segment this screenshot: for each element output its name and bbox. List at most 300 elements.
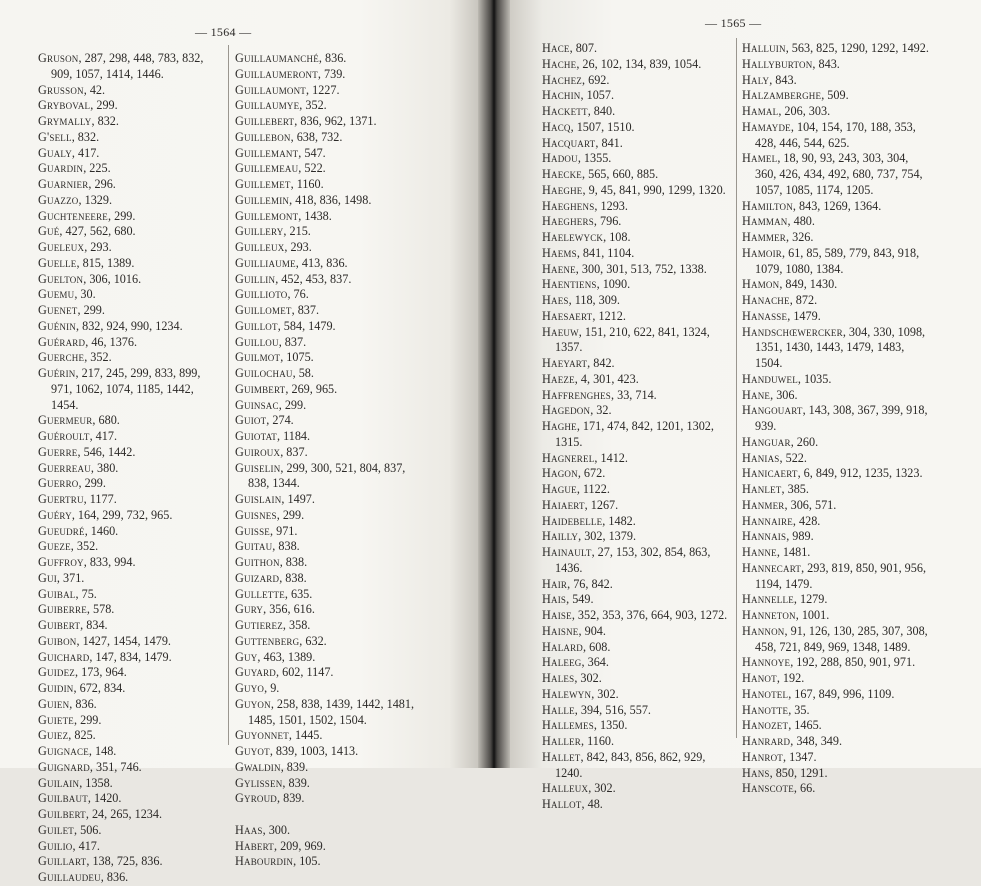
entry-name: Guarnier bbox=[38, 177, 89, 191]
index-entry bbox=[235, 524, 420, 540]
entry-separator: , bbox=[295, 255, 302, 270]
index-entry bbox=[742, 435, 932, 451]
entry-page-refs: 463, 1389. bbox=[263, 649, 316, 664]
entry-page-refs: 299. bbox=[80, 712, 102, 727]
book-gutter bbox=[478, 0, 510, 768]
entry-separator: , bbox=[278, 397, 285, 412]
entry-separator: , bbox=[575, 261, 582, 276]
index-entry bbox=[235, 272, 420, 288]
entry-name: Hanicaert bbox=[742, 466, 798, 481]
entry-separator: , bbox=[576, 482, 583, 496]
entry-page-refs: 417. bbox=[78, 838, 100, 853]
entry-name: Haas bbox=[235, 822, 263, 837]
entry-separator: , bbox=[581, 734, 588, 748]
entry-name: Guinsac bbox=[235, 397, 279, 412]
entry-page-refs: 75. bbox=[81, 586, 97, 601]
index-entry bbox=[542, 577, 728, 593]
entry-page-refs: 1412. bbox=[600, 450, 628, 465]
entry-name: Hammer bbox=[742, 230, 787, 244]
entry-name: Hanmer bbox=[742, 497, 785, 512]
index-entry bbox=[542, 167, 728, 183]
entry-page-refs: 1279. bbox=[799, 592, 828, 607]
entry-separator: , bbox=[277, 318, 284, 333]
index-entry bbox=[38, 602, 218, 618]
index-entry bbox=[742, 120, 932, 152]
entry-separator: , bbox=[788, 686, 795, 701]
entry-page-refs: 9, 45, 841, 990, 1299, 1320. bbox=[588, 182, 726, 197]
index-entry bbox=[742, 104, 932, 120]
index-entry bbox=[742, 529, 932, 545]
entry-page-refs: 692. bbox=[588, 72, 610, 87]
entry-name: Guibert bbox=[38, 618, 81, 632]
entry-page-refs: 1438. bbox=[304, 208, 332, 223]
entry-page-refs: 1160. bbox=[296, 177, 324, 191]
entry-name: Guemu bbox=[38, 287, 75, 302]
entry-separator: , bbox=[77, 444, 84, 459]
entry-page-refs: 672. bbox=[583, 466, 606, 481]
index-entry bbox=[235, 319, 420, 335]
entry-page-refs: 546, 1442. bbox=[83, 444, 136, 459]
entry-name: Hair bbox=[542, 576, 568, 591]
entry-separator: , bbox=[783, 749, 790, 764]
entry-page-refs: 147, 834, 1479. bbox=[95, 649, 172, 664]
entry-separator: , bbox=[779, 450, 786, 465]
entry-page-refs: 299. bbox=[84, 476, 106, 491]
entry-name: Hachez bbox=[542, 72, 582, 87]
index-entry bbox=[235, 398, 420, 414]
entry-separator: , bbox=[74, 287, 81, 302]
entry-name: Guffroy bbox=[38, 555, 84, 569]
entry-separator: , bbox=[574, 671, 581, 685]
entry-separator: , bbox=[84, 350, 91, 365]
entry-page-refs: 838. bbox=[278, 539, 300, 554]
index-entry bbox=[542, 183, 728, 199]
index-entry bbox=[542, 482, 728, 498]
entry-name: Halle bbox=[542, 702, 575, 717]
entry-name: Gué bbox=[38, 224, 60, 239]
index-column-right-1 bbox=[542, 41, 728, 813]
entry-name: Guiberre bbox=[38, 602, 87, 617]
entry-separator: , bbox=[569, 41, 576, 55]
entry-separator: , bbox=[284, 586, 291, 601]
entry-name: Hannon bbox=[742, 623, 785, 638]
entry-separator: , bbox=[790, 734, 797, 748]
entry-separator: , bbox=[788, 702, 795, 717]
index-entry bbox=[542, 277, 728, 293]
entry-name: Guidez bbox=[38, 665, 75, 680]
entry-name: Hanasse bbox=[742, 308, 788, 323]
entry-name: Guy bbox=[235, 649, 258, 664]
index-entry bbox=[235, 382, 420, 398]
entry-separator: , bbox=[283, 224, 290, 239]
index-entry bbox=[235, 539, 420, 555]
index-entry bbox=[542, 57, 728, 73]
entry-name: Guisnes bbox=[235, 507, 277, 522]
entry-page-refs: 1090. bbox=[602, 277, 631, 292]
entry-name: Gryboval bbox=[38, 98, 91, 113]
index-entry bbox=[542, 356, 728, 372]
entry-separator: , bbox=[89, 649, 96, 664]
entry-name: Hanache bbox=[742, 293, 790, 307]
entry-page-refs: 1482. bbox=[608, 513, 636, 528]
entry-separator: , bbox=[278, 334, 285, 349]
entry-name: Handschœwercker bbox=[742, 324, 843, 339]
index-entry bbox=[742, 372, 932, 388]
index-entry bbox=[38, 870, 218, 886]
entry-name: Guidin bbox=[38, 681, 74, 695]
entry-name: Haeghers bbox=[542, 214, 594, 229]
entry-name: Guéry bbox=[38, 507, 72, 522]
entry-name: Hallet bbox=[542, 749, 581, 764]
entry-page-refs: 385. bbox=[787, 482, 809, 496]
entry-page-refs: 306. bbox=[776, 387, 798, 402]
entry-separator: , bbox=[582, 167, 589, 181]
entry-separator: , bbox=[280, 460, 287, 475]
entry-name: Guillot bbox=[235, 318, 278, 333]
entry-name: Guisse bbox=[235, 523, 271, 538]
entry-name: Haems bbox=[542, 245, 577, 260]
entry-separator: , bbox=[591, 686, 598, 701]
entry-separator: , bbox=[588, 781, 595, 796]
index-entry bbox=[742, 88, 932, 104]
entry-separator: , bbox=[594, 198, 601, 213]
entry-separator: , bbox=[279, 555, 286, 569]
entry-separator: , bbox=[578, 623, 585, 638]
index-entry bbox=[542, 655, 728, 671]
entry-separator: , bbox=[77, 303, 84, 317]
index-entry bbox=[742, 498, 932, 514]
entry-name: Guillin bbox=[235, 271, 276, 286]
entry-separator: , bbox=[792, 198, 799, 213]
entry-name: Guizard bbox=[235, 570, 280, 585]
index-entry bbox=[542, 514, 728, 530]
entry-name: Guillomet bbox=[235, 303, 292, 317]
index-entry bbox=[38, 791, 218, 807]
entry-name: Haffrenghes bbox=[542, 387, 612, 402]
entry-name: Guithon bbox=[235, 555, 280, 569]
index-entry bbox=[235, 366, 420, 382]
entry-separator: , bbox=[84, 240, 91, 254]
index-entry bbox=[38, 146, 218, 162]
entry-separator: , bbox=[793, 781, 800, 796]
entry-page-refs: 61, 85, 589, 779, 843, 918, 1079, 1080, 1384. bbox=[755, 245, 920, 276]
index-entry bbox=[235, 161, 420, 177]
index-entry bbox=[235, 240, 420, 256]
index-entry bbox=[542, 592, 728, 608]
index-entry bbox=[38, 272, 218, 288]
entry-name: Haeghe bbox=[542, 182, 583, 197]
entry-page-refs: 839. bbox=[283, 791, 305, 806]
entry-page-refs: 509. bbox=[827, 88, 849, 103]
entry-name: Guislain bbox=[235, 492, 282, 506]
entry-name: Hamon bbox=[742, 277, 780, 292]
entry-page-refs: 1355. bbox=[583, 151, 612, 166]
index-entry bbox=[542, 151, 728, 167]
entry-separator: , bbox=[578, 324, 585, 339]
entry-page-refs: 300, 301, 513, 752, 1338. bbox=[581, 261, 707, 276]
index-entry bbox=[235, 508, 420, 524]
entry-page-refs: 632. bbox=[305, 633, 327, 648]
entry-page-refs: 91, 126, 130, 285, 307, 308, 458, 721, 849, 969, 1348, 1489. bbox=[755, 623, 928, 654]
index-entry bbox=[38, 303, 218, 319]
entry-page-refs: 838. bbox=[285, 555, 308, 569]
entry-name: Halleux bbox=[542, 781, 589, 796]
entry-separator: , bbox=[790, 434, 797, 449]
entry-page-refs: 838. bbox=[285, 570, 307, 585]
entry-separator: , bbox=[769, 72, 776, 87]
entry-separator: , bbox=[318, 51, 325, 65]
index-entry bbox=[38, 193, 218, 209]
entry-name: Hannecart bbox=[742, 560, 802, 575]
entry-page-refs: 394, 516, 557. bbox=[580, 702, 651, 717]
entry-name: Hanotel bbox=[742, 686, 789, 701]
entry-separator: , bbox=[282, 775, 289, 790]
entry-name: Guillebert bbox=[235, 114, 295, 128]
index-entry bbox=[542, 214, 728, 230]
entry-name: Guilain bbox=[38, 775, 80, 790]
entry-separator: , bbox=[567, 576, 574, 591]
entry-name: Hanguar bbox=[742, 434, 791, 449]
index-entry bbox=[235, 665, 420, 681]
entry-name: Hamman bbox=[742, 214, 788, 229]
entry-separator: , bbox=[85, 334, 92, 349]
entry-page-refs: 522. bbox=[304, 161, 326, 176]
entry-separator: , bbox=[582, 72, 589, 87]
entry-name: Guerche bbox=[38, 350, 85, 365]
entry-separator: , bbox=[78, 51, 85, 65]
entry-page-refs: 192. bbox=[782, 671, 805, 685]
entry-separator: , bbox=[264, 681, 271, 695]
entry-page-refs: 547. bbox=[304, 145, 326, 160]
index-entry bbox=[542, 640, 728, 656]
entry-separator: , bbox=[594, 450, 601, 465]
entry-separator: , bbox=[80, 618, 87, 632]
index-entry bbox=[542, 88, 728, 104]
entry-page-refs: 840. bbox=[593, 104, 616, 118]
entry-page-refs: 104, 154, 170, 188, 353, 428, 446, 544, 625. bbox=[755, 119, 916, 150]
entry-page-refs: 584, 1479. bbox=[283, 318, 336, 333]
entry-separator: , bbox=[781, 482, 788, 496]
entry-page-refs: 635. bbox=[290, 586, 313, 601]
entry-separator: , bbox=[602, 513, 609, 528]
index-entry bbox=[542, 781, 728, 797]
entry-separator: , bbox=[76, 633, 83, 648]
entry-separator: , bbox=[281, 492, 288, 506]
index-entry bbox=[235, 177, 420, 193]
entry-separator: , bbox=[769, 765, 776, 780]
entry-separator: , bbox=[83, 492, 90, 506]
entry-name: Haeghens bbox=[542, 198, 595, 213]
entry-separator: , bbox=[276, 429, 284, 443]
index-entry bbox=[235, 555, 420, 571]
entry-name: Guignard bbox=[38, 759, 90, 774]
entry-separator: , bbox=[75, 665, 82, 680]
entry-name: Hannoye bbox=[742, 655, 791, 670]
entry-page-refs: 1420. bbox=[94, 791, 122, 806]
index-entry bbox=[742, 246, 932, 278]
entry-separator: , bbox=[72, 838, 79, 853]
entry-name: Guillaumont bbox=[235, 82, 306, 97]
index-entry bbox=[742, 214, 932, 230]
entry-page-refs: 215. bbox=[289, 224, 311, 239]
entry-separator: , bbox=[317, 66, 324, 81]
entry-page-refs: 1057. bbox=[586, 88, 615, 103]
entry-page-refs: 837. bbox=[297, 303, 320, 317]
entry-page-refs: 352. bbox=[90, 350, 112, 365]
index-entry bbox=[542, 325, 728, 357]
entry-name: Guerro bbox=[38, 476, 79, 491]
index-entry bbox=[38, 224, 218, 240]
entry-name: Gullette bbox=[235, 586, 285, 601]
index-entry bbox=[742, 608, 932, 624]
entry-page-refs: 33, 714. bbox=[617, 387, 657, 402]
entry-page-refs: 843. bbox=[775, 72, 797, 87]
entry-separator: , bbox=[282, 618, 289, 632]
entry-page-refs: 672, 834. bbox=[79, 681, 126, 695]
entry-name: Hamel bbox=[742, 151, 778, 166]
entry-separator: , bbox=[78, 192, 85, 207]
entry-page-refs: 1497. bbox=[287, 492, 315, 506]
entry-name: Halard bbox=[542, 639, 584, 654]
entry-page-refs: 807. bbox=[575, 41, 598, 55]
entry-page-refs: 739. bbox=[324, 66, 346, 81]
entry-separator: , bbox=[581, 797, 588, 811]
entry-page-refs: 1460. bbox=[90, 523, 119, 538]
entry-name: G'sell bbox=[38, 129, 72, 144]
entry-page-refs: 371. bbox=[63, 570, 85, 585]
index-entry bbox=[235, 634, 420, 650]
entry-separator: , bbox=[591, 545, 598, 559]
entry-name: Hangouart bbox=[742, 403, 803, 418]
entry-name: Haisne bbox=[542, 623, 579, 638]
entry-page-refs: 143, 308, 367, 399, 918, 939. bbox=[755, 403, 928, 433]
entry-separator: , bbox=[108, 208, 115, 223]
index-entry bbox=[742, 592, 932, 608]
entry-name: Guilleux bbox=[235, 240, 285, 254]
entry-separator: , bbox=[792, 513, 799, 528]
entry-name: Guiot bbox=[235, 413, 267, 428]
index-entry bbox=[235, 571, 420, 587]
index-entry bbox=[542, 797, 728, 813]
index-entry bbox=[38, 539, 218, 555]
page-number: — 1564 — bbox=[195, 25, 252, 39]
entry-page-refs: 522. bbox=[785, 450, 807, 465]
entry-separator: , bbox=[785, 41, 792, 55]
entry-page-refs: 837. bbox=[284, 334, 307, 349]
entry-name: Gyroud bbox=[235, 791, 278, 806]
entry-separator: , bbox=[581, 655, 588, 670]
entry-page-refs: 1212. bbox=[598, 308, 626, 323]
entry-name: Haeyart bbox=[542, 356, 588, 370]
index-entry bbox=[542, 403, 728, 419]
entry-name: Hanot bbox=[742, 671, 777, 685]
entry-separator: , bbox=[298, 208, 305, 223]
entry-page-refs: 428. bbox=[799, 513, 821, 528]
index-entry bbox=[235, 193, 420, 209]
index-entry bbox=[235, 350, 420, 366]
entry-separator: , bbox=[290, 129, 297, 144]
entry-separator: , bbox=[577, 466, 584, 481]
entry-separator: , bbox=[90, 460, 97, 475]
entry-page-refs: 148. bbox=[95, 744, 117, 758]
entry-separator: , bbox=[70, 539, 77, 554]
index-entry bbox=[235, 114, 420, 130]
entry-page-refs: 841, 1104. bbox=[582, 245, 635, 260]
entry-separator: , bbox=[262, 822, 269, 837]
index-entry bbox=[38, 618, 218, 634]
entry-page-refs: 836, 962, 1371. bbox=[300, 114, 377, 128]
entry-name: Guilliaume bbox=[235, 255, 296, 270]
entry-page-refs: 138, 725, 836. bbox=[92, 854, 163, 869]
page-number: — 1565 — bbox=[705, 16, 762, 30]
index-entry bbox=[742, 403, 932, 435]
entry-page-refs: 46, 1376. bbox=[91, 334, 138, 349]
index-entry bbox=[742, 482, 932, 498]
entry-separator: , bbox=[90, 98, 97, 113]
entry-name: Guilochau bbox=[235, 366, 293, 380]
entry-page-refs: 302. bbox=[594, 781, 616, 796]
entry-separator: , bbox=[298, 145, 305, 160]
entry-separator: , bbox=[786, 529, 793, 544]
entry-page-refs: 549. bbox=[572, 592, 594, 607]
entry-name: Guchteneere bbox=[38, 208, 108, 223]
index-entry bbox=[542, 73, 728, 89]
index-entry bbox=[38, 665, 218, 681]
entry-page-refs: 299. bbox=[114, 208, 136, 223]
entry-page-refs: 299. bbox=[96, 98, 118, 113]
entry-page-refs: 850, 1291. bbox=[775, 765, 828, 780]
entry-name: Guillaumye bbox=[235, 98, 300, 113]
index-entry bbox=[235, 83, 420, 99]
entry-name: Hamoir bbox=[742, 245, 783, 260]
entry-name: Guardin bbox=[38, 161, 84, 176]
entry-name: Hagedon bbox=[542, 403, 591, 418]
entry-separator: , bbox=[779, 277, 786, 292]
index-entry bbox=[235, 429, 420, 445]
entry-page-refs: 108. bbox=[609, 230, 631, 244]
entry-separator: , bbox=[68, 728, 75, 743]
entry-separator: , bbox=[298, 161, 305, 176]
entry-page-refs: 306, 1016. bbox=[89, 271, 142, 286]
entry-separator: , bbox=[574, 371, 581, 386]
entry-page-refs: 326. bbox=[792, 230, 814, 244]
entry-page-refs: 380. bbox=[97, 460, 119, 475]
entry-separator: , bbox=[59, 224, 66, 239]
entry-page-refs: 1267. bbox=[590, 497, 619, 512]
entry-page-refs: 300. bbox=[268, 822, 291, 837]
entry-name: Guillebon bbox=[235, 129, 291, 144]
index-entry bbox=[38, 177, 218, 193]
index-entry bbox=[38, 51, 218, 83]
entry-page-refs: 293. bbox=[290, 240, 312, 254]
entry-name: Hagon bbox=[542, 466, 578, 481]
index-entry bbox=[38, 555, 218, 571]
entry-name: Guillaumeront bbox=[235, 66, 318, 81]
entry-name: Haiaert bbox=[542, 497, 585, 512]
entry-name: Hanrot bbox=[742, 749, 784, 764]
entry-page-refs: 1075. bbox=[286, 350, 314, 365]
index-entry bbox=[38, 744, 218, 760]
entry-name: Guéroult bbox=[38, 429, 90, 443]
entry-page-refs: 9. bbox=[270, 681, 280, 695]
entry-name: Haly bbox=[742, 72, 770, 87]
entry-separator: , bbox=[770, 387, 777, 402]
entry-separator: , bbox=[76, 255, 83, 270]
entry-name: Guillou bbox=[235, 334, 279, 349]
index-entry bbox=[38, 760, 218, 776]
entry-separator: , bbox=[292, 366, 299, 380]
entry-page-refs: 833, 994. bbox=[89, 555, 136, 569]
